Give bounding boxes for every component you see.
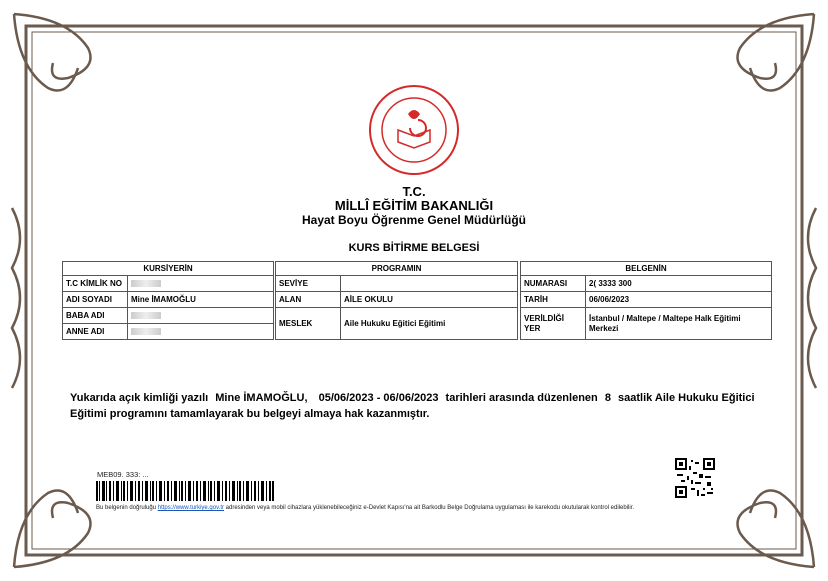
id-label: T.C KİMLİK NO [63, 276, 128, 292]
statement-name: Mine İMAMOĞLU, [215, 392, 308, 404]
footer-text-before: Bu belgenin doğruluğu [96, 505, 157, 511]
completion-statement [70, 390, 760, 422]
certificate-heading: BELGENİN [521, 262, 772, 276]
table-row [276, 292, 518, 308]
name-value: Mine İMAMOĞLU [128, 292, 274, 308]
program-heading: PROGRAMIN [276, 262, 518, 276]
table-row [63, 276, 274, 292]
verification-code: MEB09. 333: ... [97, 470, 149, 479]
table-row [63, 308, 274, 324]
field-value: AİLE OKULU [341, 292, 518, 308]
footer-text-after: adresinden veya mobil cihazlara yüklenebileceğiniz e-Devlet Kapısı'na ait Barkodlu Belge Doğrulama uygulaması ile karekodu okutularak kontrol edilebilir. [225, 505, 635, 511]
profession-value: Aile Hukuku Eğitici Eğitimi [341, 308, 518, 340]
statement-part3: saatlik Aile Hukuku Eğitici Eğitimi programını tamamlayarak bu belgeyi almaya hak kazanmıştır. [70, 392, 755, 420]
father-label: BABA ADI [63, 308, 128, 324]
directorate-title: Hayat Boyu Öğrenme Genel Müdürlüğü [301, 213, 527, 227]
statement-part2: tarihleri arasında düzenlenen [445, 392, 598, 404]
mother-label: ANNE ADI [63, 324, 128, 340]
table-row [521, 292, 772, 308]
father-value [128, 308, 274, 324]
ministry-title: MİLLÎ EĞİTİM BAKANLIĞI [334, 198, 494, 213]
table-row [63, 324, 274, 340]
qr-code-image [675, 458, 715, 498]
name-label: ADI SOYADI [63, 292, 128, 308]
certificate-table [520, 261, 772, 340]
number-label: NUMARASI [521, 276, 586, 292]
id-value [128, 276, 274, 292]
level-value [341, 276, 518, 292]
statement-part1: Yukarıda açık kimliği yazılı [70, 392, 209, 404]
redacted-value [131, 280, 161, 287]
trainee-table [62, 261, 274, 340]
barcode-image [96, 481, 274, 501]
profession-label: MESLEK [276, 308, 341, 340]
egov-link[interactable]: https://www.turkiye.gov.tr [157, 505, 224, 511]
level-label: SEVİYE [276, 276, 341, 292]
number-value: 2( 3333 300 [586, 276, 772, 292]
mother-value [128, 324, 274, 340]
statement-hours: 8 [604, 392, 611, 404]
program-table [275, 261, 518, 340]
field-label: ALAN [276, 292, 341, 308]
ministry-seal-logo [368, 84, 460, 176]
date-value: 06/06/2023 [586, 292, 772, 308]
table-row [276, 308, 518, 340]
redacted-value [131, 328, 161, 335]
statement-dates: 05/06/2023 - 06/06/2023 [318, 392, 439, 404]
place-label: VERİLDİĞİ YER [521, 308, 586, 340]
table-row [276, 276, 518, 292]
table-row [63, 292, 274, 308]
table-row [521, 276, 772, 292]
country-title: T.C. [402, 184, 426, 199]
table-row [521, 308, 772, 340]
trainee-heading: KURSİYERİN [63, 262, 274, 276]
redacted-value [131, 312, 161, 319]
verification-footer [96, 505, 634, 511]
document-title: KURS BİTİRME BELGESİ [348, 242, 480, 254]
date-label: TARİH [521, 292, 586, 308]
place-value: İstanbul / Maltepe / Maltepe Halk Eğitimi Merkezi [586, 308, 772, 340]
